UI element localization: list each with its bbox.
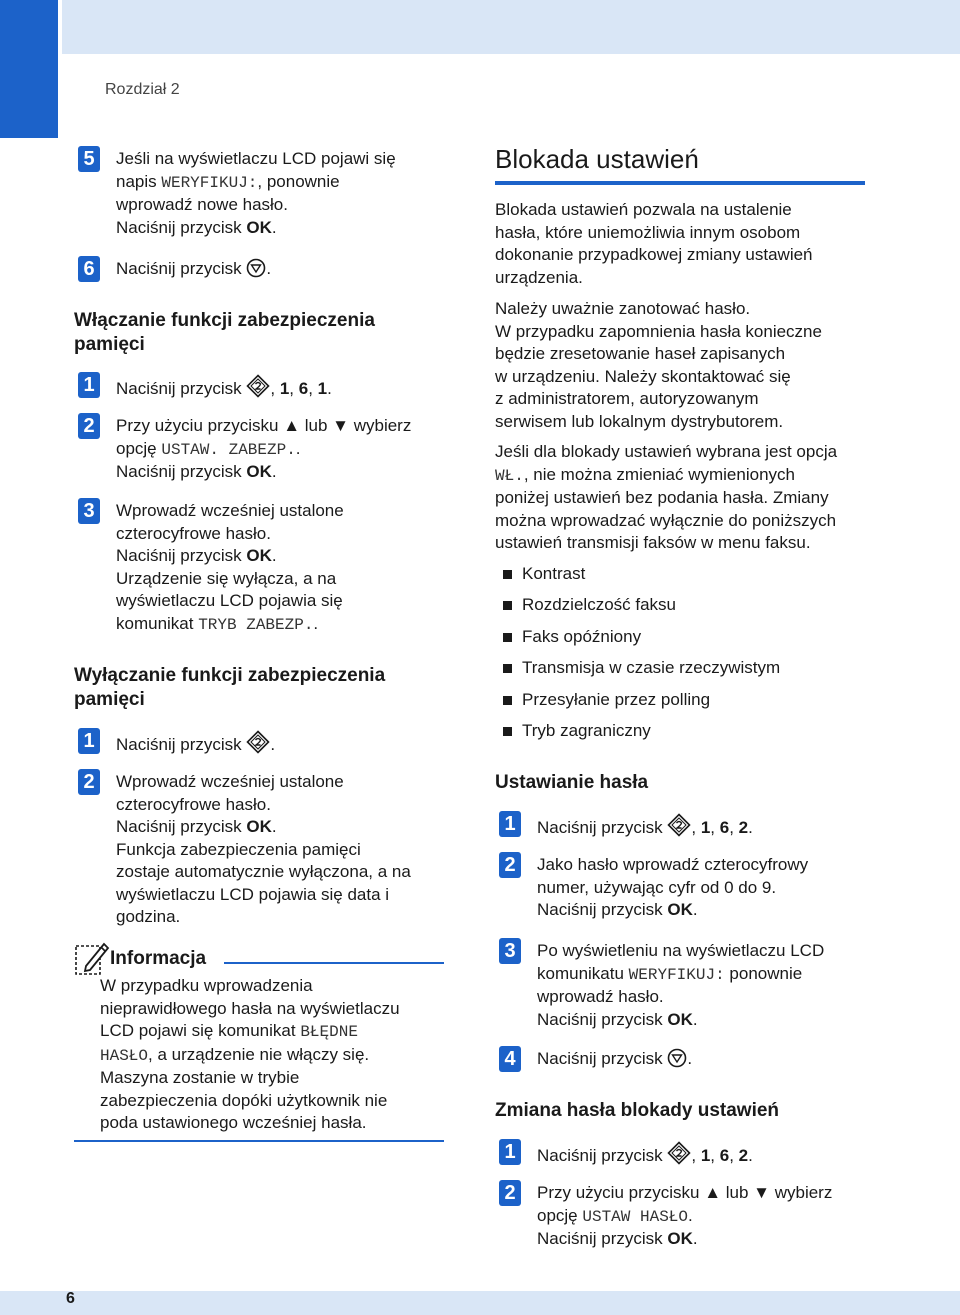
menu-key-icon: [246, 374, 270, 398]
note-body: [100, 975, 445, 1135]
text-line: napis WERYFIKUJ:, ponownie: [116, 171, 340, 192]
text-line: czterocyfrowe hasło.: [116, 523, 271, 543]
stop-exit-icon: [246, 258, 266, 278]
lcd-option: USTAW HASŁO: [582, 1207, 688, 1226]
step-text: [537, 1141, 867, 1168]
step-number: 2: [499, 1180, 521, 1206]
text-line: Urządzenie się wyłącza, a na: [116, 568, 337, 588]
step-number: 1: [499, 811, 521, 837]
text-line: czterocyfrowe hasło.: [116, 794, 271, 814]
text-line: wyświetlaczu LCD pojawia się: [116, 591, 343, 610]
step-text: [116, 500, 446, 636]
text-line: Przy użyciu przycisku ▲ lub ▼ wybierz: [116, 416, 412, 435]
step-text: [116, 258, 446, 281]
text-line: Maszyna zostanie w trybie: [100, 1068, 300, 1087]
step-number: 3: [499, 938, 521, 964]
lcd-message: HASŁO: [100, 1046, 149, 1065]
text-line: Wprowadź wcześniej ustalone: [116, 501, 344, 520]
step-text: [116, 415, 446, 484]
text-line: Naciśnij przycisk .: [537, 1049, 693, 1068]
text-line: zabezpieczenia dopóki użytkownik nie: [100, 1090, 388, 1110]
note-divider: [224, 962, 444, 964]
page-number: 6: [66, 1290, 75, 1307]
text-line: Naciśnij przycisk OK.: [116, 217, 277, 237]
text-line: Naciśnij przycisk OK.: [537, 1009, 698, 1029]
text-line: Naciśnij przycisk OK.: [537, 900, 698, 919]
step-text: [116, 374, 446, 401]
step-number: 2: [78, 413, 100, 439]
text-line: wprowadź hasło.: [537, 987, 664, 1006]
step-number: 2: [499, 852, 521, 878]
step-text: [116, 730, 446, 757]
text-line: wprowadź nowe hasło.: [116, 195, 288, 214]
text-line: Naciśnij przycisk , 1, 6, 1.: [116, 374, 446, 401]
section-divider: [495, 181, 865, 185]
text-line: godzina.: [116, 907, 181, 926]
note-pencil-icon: [74, 940, 110, 976]
ok-key: OK: [246, 217, 272, 237]
step-number: 5: [78, 146, 100, 172]
header-band: [62, 0, 960, 54]
text-line: Naciśnij przycisk OK.: [116, 462, 277, 481]
lcd-option: USTAW. ZABEZP.: [161, 440, 296, 459]
note-divider: [74, 1140, 444, 1142]
text-line: Naciśnij przycisk OK.: [116, 817, 277, 836]
text-line: Funkcja zabezpieczenia pamięci: [116, 839, 361, 859]
text-line: Naciśnij przycisk .: [116, 730, 446, 757]
text-line: Naciśnij przycisk OK.: [116, 546, 277, 565]
text-line: komunikatu WERYFIKUJ: ponownie: [537, 963, 803, 984]
note-title: Informacja: [110, 948, 207, 969]
step-text: [537, 854, 867, 922]
step-number: 1: [499, 1139, 521, 1165]
menu-key-icon: [246, 730, 270, 754]
step-text: [116, 771, 446, 929]
step-text: [537, 1048, 867, 1071]
ok-key: OK: [246, 546, 272, 565]
step-number: 1: [78, 372, 100, 398]
stop-exit-icon: [667, 1048, 687, 1068]
lcd-message: BŁĘDNE: [300, 1023, 358, 1041]
ok-key: OK: [246, 462, 272, 481]
paragraph-intro: Blokada ustawień pozwala na ustalenie hasła, które uniemożliwia innym osobom dokonanie przypadkowej zmiany ustawień urządzenia.: [495, 200, 813, 287]
text-line: LCD pojawi się komunikat BŁĘDNE: [100, 1021, 358, 1041]
section-title: Blokada ustawień: [495, 144, 699, 174]
lcd-message: TRYB ZABEZP.: [198, 615, 314, 634]
text-line: numer, używając cyfr od 0 do 9.: [537, 877, 777, 897]
menu-key-icon: [667, 1141, 691, 1165]
ok-key: OK: [246, 817, 272, 836]
text-line: poda ustawionego wcześniej hasła.: [100, 1113, 367, 1132]
step-text: [116, 148, 446, 239]
text-line: W przypadku wprowadzenia: [100, 976, 313, 995]
paragraph-locked-settings: Jeśli dla blokady ustawień wybrana jest opcja WŁ., nie można zmieniać wymienionych poniżej ustawień bez podania hasła. Zmiany można wprowadzać wyłącznie do poniższych ustawień transmisji faksów w menu faksu.: [495, 442, 838, 552]
lcd-message: WERYFIKUJ:: [628, 965, 725, 984]
text-line: nieprawidłowego hasła na wyświetlaczu: [100, 998, 400, 1018]
step-number: 6: [78, 256, 100, 282]
ok-key: OK: [667, 1229, 693, 1248]
text-line: Naciśnij przycisk .: [116, 259, 272, 278]
chapter-label: Rozdział 2: [105, 81, 180, 98]
text-line: Przy użyciu przycisku ▲ lub ▼ wybierz: [537, 1183, 833, 1202]
subheading-disable-memory-security: Wyłączanie funkcji zabezpieczenia pamięci: [74, 665, 386, 710]
footer-band: [0, 1291, 960, 1315]
text-line: Naciśnij przycisk OK.: [537, 1229, 698, 1248]
step-text: [537, 940, 867, 1031]
menu-key-icon: [667, 813, 691, 837]
lcd-option: WŁ.: [495, 466, 524, 485]
paragraph-warning: Należy uważnie zanotować hasło. W przypadku zapomnienia hasła konieczne będzie zresetowanie haseł zapisanych w urządzeniu. Należy skontaktować się z administratorem, autoryzowanym serwisem lub lokalnym dystrybutorem.: [495, 299, 822, 431]
step-number: 1: [78, 728, 100, 754]
text-line: Jeśli na wyświetlaczu LCD pojawi się: [116, 149, 396, 168]
step-number: 2: [78, 769, 100, 795]
ok-key: OK: [667, 900, 693, 919]
subheading-enable-memory-security: Włączanie funkcji zabezpieczenia pamięci: [74, 310, 375, 355]
subheading-change-password: Zmiana hasła blokady ustawień: [495, 1100, 780, 1121]
step-number: 4: [499, 1046, 521, 1072]
text-line: komunikat TRYB ZABEZP..: [116, 613, 319, 634]
text-line: zostaje automatycznie wyłączona, a na: [116, 862, 411, 881]
text-line: HASŁO, a urządzenie nie włączy się.: [100, 1044, 370, 1065]
text-line: Jako hasło wprowadź czterocyfrowy: [537, 855, 809, 874]
lcd-message: WERYFIKUJ:: [161, 173, 258, 192]
text-line: Wprowadź wcześniej ustalone: [116, 772, 344, 791]
ok-key: OK: [667, 1009, 693, 1029]
text-line: wyświetlaczu LCD pojawia się data i: [116, 884, 390, 904]
step-text: [537, 813, 867, 840]
text-line: Naciśnij przycisk , 1, 6, 2.: [537, 1141, 867, 1168]
step-number: 3: [78, 498, 100, 524]
subheading-set-password: Ustawianie hasła: [495, 772, 649, 793]
text-line: Po wyświetleniu na wyświetlaczu LCD: [537, 941, 825, 960]
text-line: Naciśnij przycisk , 1, 6, 2.: [537, 813, 867, 840]
text-line: opcję USTAW. ZABEZP..: [116, 438, 301, 459]
text-line: opcję USTAW HASŁO.: [537, 1205, 693, 1226]
step-text: [537, 1182, 867, 1251]
chapter-tab: [0, 0, 58, 138]
